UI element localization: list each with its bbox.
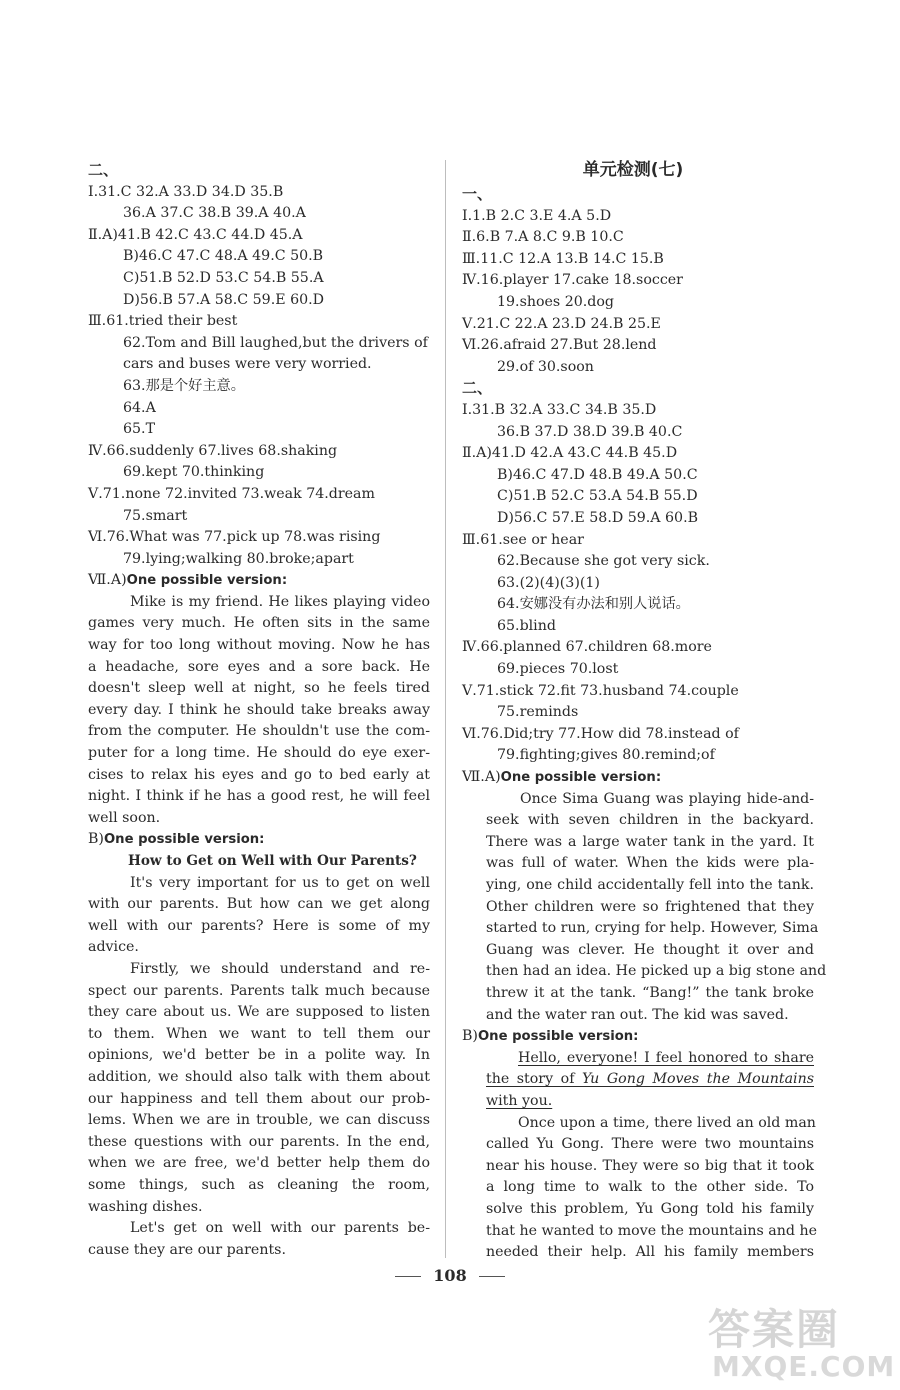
writing-a-paragraph: [88, 592, 430, 830]
essay-intro: [486, 1048, 814, 1113]
writing-a-header: [88, 570, 430, 592]
answer-line: B)46.C 47.C 48.A 49.C 50.B: [123, 248, 324, 265]
answer-line: Ⅲ.61.tried their best: [88, 313, 238, 330]
essay-line: well with our parents? Here is some of my: [88, 917, 430, 934]
essay-line: addition, we should also talk with them about: [88, 1068, 430, 1085]
essay-line: a headache, sore eyes and a sore back. He: [88, 658, 430, 675]
answer-line: 69.kept 70.thinking: [123, 464, 265, 481]
essay-line: when we are free, we'd better help them do: [88, 1155, 430, 1172]
essay-line: Once upon a time, there lived an old man: [518, 1114, 816, 1131]
essay-line: solve this problem, Yu Gong told his family: [486, 1200, 814, 1217]
essay-line: they care about us. We are supposed to listen: [88, 1004, 430, 1021]
unit-title: 单元检测(七): [582, 160, 684, 180]
answer-line: Ⅱ.A)41.D 42.A 43.C 44.B 45.D: [462, 445, 678, 462]
essay-line: games very much. He often sits in the same: [88, 615, 430, 632]
essay-line: ying, one child accidentally fell into the tank.: [486, 877, 814, 893]
answer-line: 63.(2)(4)(3)(1): [497, 574, 600, 591]
answer-line: 65.blind: [497, 617, 556, 634]
essay-line: Other children were so frightened that they: [486, 898, 814, 915]
answer-line: Ⅰ.31.C 32.A 33.D 34.D 35.B: [88, 183, 284, 200]
page-number-dash-left: [395, 1276, 421, 1277]
answer-line: Ⅴ.21.C 22.A 23.D 24.B 25.E: [462, 315, 661, 332]
intro-line: Hello, everyone! I feel honored to share: [518, 1049, 814, 1066]
right-column: [462, 160, 827, 1264]
essay-line: then had an idea. He picked up a big stone and: [486, 963, 827, 980]
essay-paragraph: [88, 959, 430, 1218]
essay-line: well soon.: [88, 809, 161, 826]
essay-line: threw it at the tank. “Bang!” the tank broke: [486, 984, 814, 1001]
essay-line: opinions, we'd better be in a polite way. In: [88, 1047, 430, 1064]
answer-line: Ⅵ.76.Did;try 77.How did 78.instead of: [462, 725, 739, 742]
answer-line: D)56.B 57.A 58.C 59.E 60.D: [123, 291, 325, 308]
essay-paragraph: [486, 1113, 818, 1264]
essay-line: our happiness and tell them about our prob-: [88, 1090, 430, 1107]
essay-paragraph: [88, 1218, 430, 1261]
essay-line: puter for a long time. He should do eye exer-: [88, 745, 430, 762]
answer-line: Ⅱ.A)41.B 42.C 43.C 44.D 45.A: [88, 226, 303, 243]
answer-line: Ⅳ.66.planned 67.children 68.more: [462, 639, 712, 656]
answer-line: 36.A 37.C 38.B 39.A 40.A: [123, 205, 306, 222]
answer-line: Ⅴ.71.stick 72.fit 73.husband 74.couple: [462, 682, 739, 699]
story-title: Yu Gong Moves the Mountains: [582, 1071, 814, 1088]
writing-b-header: [462, 1026, 814, 1048]
watermark-logo: 答案圈: [708, 1305, 841, 1354]
watermark-site: MXQE.COM: [712, 1350, 896, 1383]
essay-line: night. I think if he has a good rest, he will feel: [88, 788, 430, 805]
intro-line-text: with you.: [486, 1092, 553, 1109]
essay-line: Firstly, we should understand and re-: [130, 960, 430, 977]
answer-line: C)51.B 52.C 53.A 54.B 55.D: [497, 488, 698, 505]
essay-line: Guang was clever. He thought it over and: [486, 941, 814, 958]
answer-line: 62.Tom and Bill laughed,but the drivers of: [123, 334, 428, 351]
essay-line: advice.: [88, 939, 139, 956]
essay-line: with our parents. But how can we get along: [88, 896, 430, 913]
answer-line: Ⅴ.71.none 72.invited 73.weak 74.dream: [88, 485, 375, 502]
essay-line: near his house. They were so big that it took: [486, 1157, 814, 1174]
essay-line: cause they are our parents.: [88, 1241, 286, 1258]
answer-line: C)51.B 52.D 53.C 54.B 55.A: [123, 269, 324, 286]
essay-line: Mike is my friend. He likes playing video: [130, 593, 430, 610]
essay-line: some things, such as cleaning the room,: [88, 1176, 430, 1193]
answer-line: Ⅱ.6.B 7.A 8.C 9.B 10.C: [462, 229, 624, 246]
intro-line: [486, 1069, 814, 1091]
answer-line: 62.Because she got very sick.: [497, 553, 710, 570]
version-label: One possible version:: [103, 832, 265, 848]
essay-line: started to run, crying for help. However, Sima: [486, 920, 819, 937]
answer-line: 19.shoes 20.dog: [497, 293, 614, 310]
intro-line: [486, 1091, 814, 1113]
essay-line: It's very important for us to get on well: [130, 874, 430, 891]
answer-line: 63.那是个好主意。: [123, 377, 245, 394]
essay-line: needed their help. All his family members: [486, 1244, 814, 1261]
answer-line: 29.of 30.soon: [497, 358, 594, 375]
essay-line: There was a large water tank in the yard. It: [486, 833, 814, 850]
essay-line: Once Sima Guang was playing hide-and-: [520, 790, 814, 807]
answer-line: 75.reminds: [497, 704, 579, 721]
essay-line: to them. When we want to tell them our: [88, 1025, 430, 1042]
answer-line: Ⅰ.1.B 2.C 3.E 4.A 5.D: [462, 207, 612, 224]
page-number: [0, 1266, 900, 1285]
essay-paragraph: [88, 873, 430, 959]
answer-line: 36.B 37.D 38.D 39.B 40.C: [497, 423, 683, 440]
answer-line: Ⅲ.11.C 12.A 13.B 14.C 15.B: [462, 250, 664, 267]
essay-line: doesn't sleep well at night, so he feels tired: [88, 680, 430, 697]
essay-line: was full of water. When the kids were pla-: [486, 855, 814, 872]
section-heading: 二、: [462, 379, 493, 398]
essay-line: way for too long without moving. Now he has: [88, 637, 430, 654]
writing-b-header: [88, 829, 430, 851]
essay-line: Let's get on well with our parents be-: [130, 1220, 430, 1237]
watermark: [708, 1305, 896, 1386]
answer-line: 64.A: [123, 399, 156, 416]
essay-line: cises to relax his eyes and go to bed early at: [88, 766, 430, 783]
answer-line: Ⅳ.66.suddenly 67.lives 68.shaking: [88, 442, 338, 459]
section-heading: 一、: [462, 185, 493, 203]
answer-line: 65.T: [123, 421, 156, 438]
answer-line: 75.smart: [123, 507, 188, 524]
page-number-dash-right: [479, 1276, 505, 1277]
writing-a-prefix: Ⅶ.A): [88, 572, 127, 589]
answer-line: B)46.C 47.D 48.B 49.A 50.C: [497, 466, 698, 483]
version-label: One possible version:: [500, 770, 662, 786]
answer-line: Ⅳ.16.player 17.cake 18.soccer: [462, 272, 683, 289]
page-number-text: 108: [433, 1266, 467, 1285]
answer-line: 69.pieces 70.lost: [497, 661, 619, 678]
writing-a-prefix: Ⅶ.A): [462, 769, 501, 786]
essay-line: from the computer. He shouldn't use the com-: [88, 723, 430, 740]
answer-line: Ⅵ.76.What was 77.pick up 78.was rising: [88, 529, 381, 546]
writing-b-prefix: B): [88, 831, 104, 848]
essay-line: called Yu Gong. There were two mountains: [486, 1136, 814, 1153]
essay-line: these questions with our parents. In the end,: [88, 1133, 430, 1150]
left-column: [88, 160, 430, 1261]
answer-line: 64.安娜没有办法和别人说话。: [497, 596, 690, 613]
answer-line: 79.fighting;gives 80.remind;of: [497, 747, 715, 764]
answer-line: Ⅵ.26.afraid 27.But 28.lend: [462, 337, 657, 354]
answer-line: Ⅲ.61.see or hear: [462, 531, 584, 548]
answer-line: D)56.C 57.E 58.D 59.A 60.B: [497, 509, 699, 526]
essay-line: every day. I think he should take breaks away: [88, 701, 430, 718]
section-heading: 二、: [88, 161, 119, 179]
answer-line: cars and buses were very worried.: [123, 356, 372, 373]
writing-a-paragraph: [486, 789, 827, 1027]
answer-line: Ⅰ.31.B 32.A 33.C 34.B 35.D: [462, 401, 657, 418]
essay-line: a long time to walk to the other side. To: [486, 1179, 814, 1196]
version-label: One possible version:: [126, 573, 288, 589]
essay-line: washing dishes.: [88, 1198, 203, 1215]
essay-line: and the water ran out. The kid was saved.: [486, 1006, 789, 1023]
essay-line: that he wanted to move the mountains and he: [486, 1222, 818, 1239]
answer-line: 79.lying;walking 80.broke;apart: [123, 550, 354, 567]
intro-line-text: the story of: [486, 1071, 582, 1088]
version-label: One possible version:: [477, 1029, 639, 1045]
essay-line: seek with seven children in the backyard.: [486, 812, 814, 829]
essay-line: spect our parents. Parents talk much because: [88, 982, 430, 999]
essay-line: lems. When we are in trouble, we can discuss: [88, 1112, 430, 1129]
writing-b-prefix: B): [462, 1028, 478, 1045]
column-divider: [445, 160, 446, 1258]
essay-title: How to Get on Well with Our Parents?: [128, 853, 417, 869]
writing-a-header: [462, 767, 814, 789]
